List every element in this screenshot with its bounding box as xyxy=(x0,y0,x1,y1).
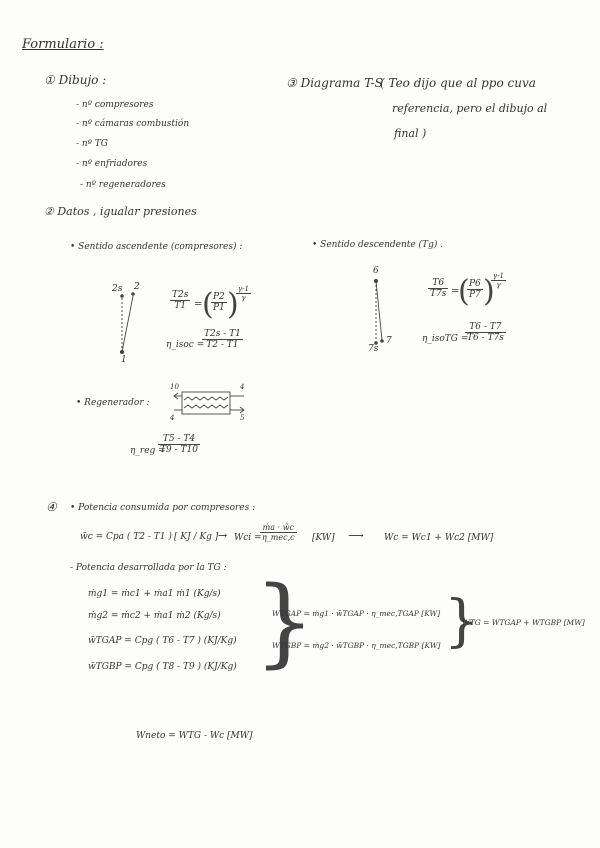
brace-right: } xyxy=(254,566,316,678)
exponent: $\frac{\gamma-1}{\gamma}$ xyxy=(238,285,250,302)
point-label: 2 xyxy=(134,282,140,292)
turbine-label: • Sentido descendente (Tg) . xyxy=(312,240,444,250)
wc-equation: w̃c = Cpa ( T2 - T1 ) xyxy=(80,532,172,542)
point-label: 10 xyxy=(170,383,179,391)
section3-note-line: referencia, pero el dibujo al xyxy=(392,102,548,115)
eta-label: η_isoTG = xyxy=(422,334,469,344)
wc-units: [ KJ / Kg ] xyxy=(174,532,219,542)
power-comp-label: • Potencia consumida por compresores : xyxy=(70,503,256,513)
section3-heading: ③ Diagrama T-S xyxy=(286,76,383,90)
point-label: 7s xyxy=(368,344,379,354)
tg-total: WTG = WTGAP + WTGBP [MW] xyxy=(462,618,585,627)
eta-label: η_reg = xyxy=(130,446,166,456)
point-label: 2s xyxy=(112,284,123,294)
point-label: 6 xyxy=(373,266,379,276)
turbine-pressure-ratio: $\frac{P6}{P7}$ xyxy=(469,279,481,300)
tg-line: ṁg1 = ṁc1 + ṁa1 ṁ1 (Kg/s) xyxy=(88,589,221,599)
wc-power-fraction: ṁa · w̃c η_mec,c xyxy=(262,523,295,542)
equals-sign: = xyxy=(451,286,460,297)
turbine-efficiency: $\frac{T6 - T7}{T6 - T7s}$ xyxy=(467,322,504,343)
wc-total: Wc = Wc1 + Wc2 [MW] xyxy=(384,533,494,543)
eta-label: η_isoc = xyxy=(166,340,205,350)
point-label: 5 xyxy=(240,414,245,422)
arrow: ⟶ xyxy=(348,529,364,542)
tg-line: ṁg2 = ṁc2 + ṁa1 ṁ2 (Kg/s) xyxy=(88,611,221,621)
paren-close: ) xyxy=(483,274,495,309)
compressor-efficiency: $\frac{T2s - T1}{T2 - T1}$ xyxy=(204,329,241,350)
net-power: Wneto = WTG - Wc [MW] xyxy=(136,731,253,741)
list-item: - nº enfriadores xyxy=(76,159,148,169)
compressor-label: • Sentido ascendente (compresores) : xyxy=(70,242,243,252)
list-item: - nº TG xyxy=(76,139,108,149)
power-tg-label: - Potencia desarrollada por la TG : xyxy=(70,563,227,573)
regenerator-sketch xyxy=(174,392,244,414)
paren-open: ( xyxy=(202,287,214,322)
point-label: 7 xyxy=(386,336,392,346)
section3-note-line: final ) xyxy=(394,127,427,140)
compressor-temp-ratio: $\frac{T2s}{T1}$ xyxy=(172,290,189,311)
tg-line: w̃TGAP = Cpg ( T6 - T7 ) (KJ/Kg) xyxy=(88,636,237,646)
list-item: - nº regeneradores xyxy=(80,180,166,190)
turbine-sketch xyxy=(374,279,383,344)
point-label: 4 xyxy=(240,383,245,391)
page-title: Formulario : xyxy=(22,37,104,52)
wc-power-units: [KW] xyxy=(312,533,335,543)
section4-heading: ④ xyxy=(46,500,57,514)
point-label: 1 xyxy=(121,355,127,365)
section3-note-line: ( Teo dijo que al ppo cuva xyxy=(380,76,536,90)
turbine-temp-ratio: $\frac{T6}{T7s}$ xyxy=(430,278,447,299)
wc-power-lhs: Wci = xyxy=(234,533,262,543)
paren-close: ) xyxy=(227,287,239,322)
tg-line: w̃TGBP = Cpg ( T8 - T9 ) (KJ/Kg) xyxy=(88,662,237,672)
list-item: - nº cámaras combustión xyxy=(76,119,190,129)
exponent: $\frac{\gamma-1}{\gamma}$ xyxy=(493,272,505,289)
list-item: - nº compresores xyxy=(76,100,154,110)
arrow: → xyxy=(218,529,228,542)
brace-right: } xyxy=(444,589,480,654)
section1-heading: ① Dibujo : xyxy=(44,73,107,87)
compressor-sketch xyxy=(120,293,134,354)
equals-sign: = xyxy=(194,299,203,310)
section2-heading: ② Datos , igualar presiones xyxy=(44,205,197,218)
regenerator-label: • Regenerador : xyxy=(76,398,150,408)
point-label: 4 xyxy=(170,414,175,422)
paren-open: ( xyxy=(458,274,470,309)
tg-mid: WTGAP = ṁg1 · w̃TGAP · η_mec,TGAP [KW] xyxy=(272,609,441,618)
tg-mid: WTGBP = ṁg2 · w̃TGBP · η_mec,TGBP [KW] xyxy=(272,641,441,650)
compressor-pressure-ratio: $\frac{P2}{P1}$ xyxy=(213,292,225,313)
regenerator-efficiency: $\frac{T5 - T4}{T9 - T10}$ xyxy=(160,434,198,455)
